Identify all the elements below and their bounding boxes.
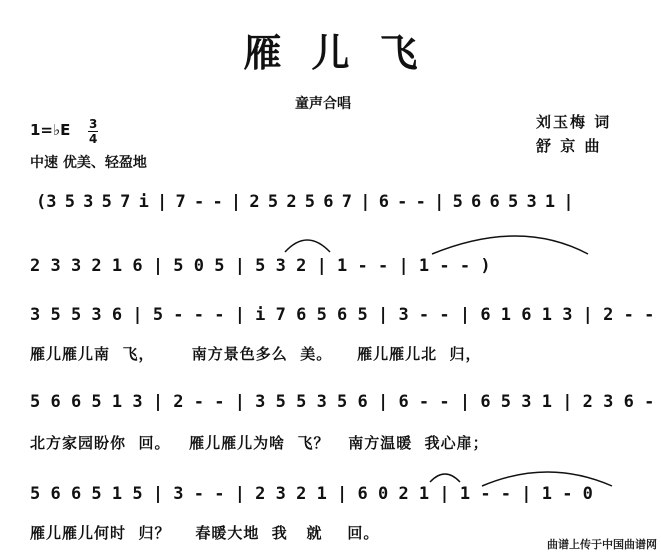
notes-row-3: 3 5 5 3 6 | 5 - - - | i 7 6 5 6 5 | 3 - - | 6 1 6 1 3 | 2 - - xyxy=(30,305,655,325)
song-subtitle: 童声合唱 xyxy=(295,96,351,112)
meter-bottom: 4 xyxy=(89,132,98,146)
key-signature: 1=♭E xyxy=(30,121,71,139)
notes-row-5: 5 6 6 5 1 5 | 3 - - | 2 3 2 1 | 6 0 2 1 | 1 - - | 1 - 0 xyxy=(30,484,593,504)
lyricist-credit: 刘玉梅 词 xyxy=(536,113,612,131)
meter-top: 3 xyxy=(89,117,98,131)
lyrics-row-4: 北方家园盼你 回。 雁儿雁儿为啥 飞？ 南方温暖 我心扉； xyxy=(30,434,489,452)
footer-watermark: 曲谱上传于中国曲谱网 xyxy=(547,538,657,551)
song-title: 雁儿飞 xyxy=(243,31,448,75)
lyrics-row-5: 雁儿雁儿何时 归？ 春暖大地 我 就 回。 xyxy=(30,524,380,542)
notes-row-1: (3 5 3 5 7 i | 7 - - | 2 5 2 5 6 7 | 6 - - | 5 6 6 5 3 1 | xyxy=(36,192,574,212)
composer-credit: 舒 京 曲 xyxy=(536,137,602,155)
notes-row-2: 2 3 3 2 1 6 | 5 0 5 | 5 3 2 | 1 - - | 1 - - ) xyxy=(30,256,491,276)
tempo-marking: 中速 优美、轻盈地 xyxy=(30,155,147,171)
lyrics-row-3: 雁儿雁儿南 飞， 南方景色多么 美。 雁儿雁儿北 归， xyxy=(30,345,482,363)
notes-row-4: 5 6 6 5 1 3 | 2 - - | 3 5 5 3 5 6 | 6 - - | 6 5 3 1 | 2 3 6 - xyxy=(30,392,655,412)
